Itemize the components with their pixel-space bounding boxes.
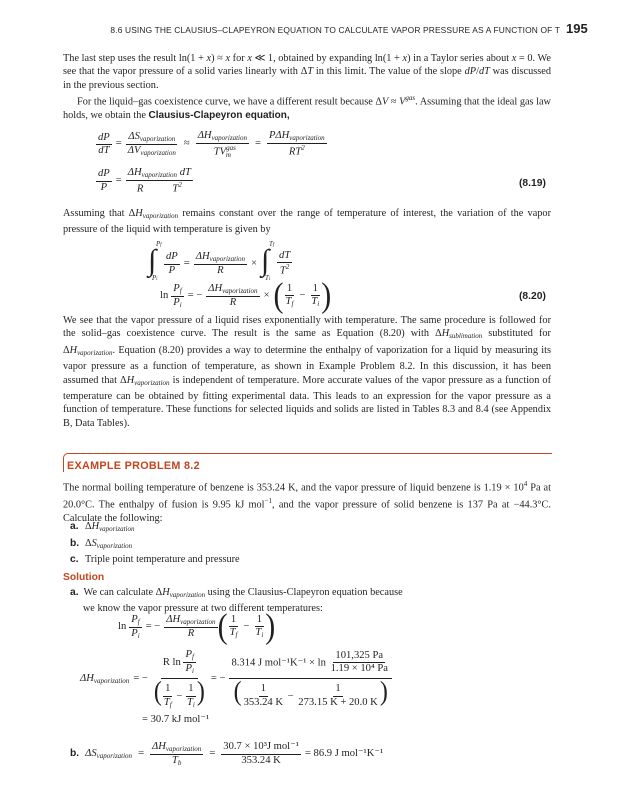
calc-t-low: 273.15 K + 20.0 K bbox=[298, 696, 378, 708]
solution-heading: Solution bbox=[63, 572, 105, 583]
solution-equation-1: ln $\frac{P_f}{P_i}$ = − $\frac{\Delta H_{vaporization}}{R}$ ( $\frac{1}{T_f}$ − $\frac{1}{T_i}$ ) bbox=[118, 607, 276, 646]
equation-8-19: $\frac{dP}{P}$ = $\frac{\Delta H_{vaporization} dT}{R T^2}$ bbox=[98, 167, 191, 195]
item-c-label: c. bbox=[70, 554, 79, 565]
equation-8-20: ln $\frac{P_f}{P_i}$ = − $\frac{\Delta H_{vaporization}}{R}$ × ( $\frac{1}{T_f}$ − $\frac{1}{T_i}$ ) bbox=[160, 276, 332, 315]
equation-number-8-19: (8.19) bbox=[519, 178, 546, 189]
integral-equation: ∫ Pf Pi $\frac{dP}{P}$ = $\frac{\Delta H_{vaporization}}{R}$ × ∫ Tf Ti $\frac{dT}{T^2}$ bbox=[148, 241, 291, 282]
paragraph-liquid-gas: For the liquid–gas coexistence curve, we have a different result because $\Delta V \approx V^{gas}$. Assuming that the ideal gas law holds, we obtain the Clausius-Clapeyron equation, bbox=[63, 94, 551, 122]
running-head: 8.6 USING THE CLAUSIUS–CLAPEYRON EQUATION TO CALCULATE VAPOR PRESSURE AS A FUNCTION OF T bbox=[110, 25, 560, 35]
calc-r-value: 8.314 J mol⁻¹K⁻¹ × ln bbox=[231, 657, 326, 669]
item-b-label: b. bbox=[70, 538, 80, 549]
solution-result-entropy: = 86.9 J mol⁻¹K⁻¹ bbox=[304, 748, 384, 760]
calc-dh-numerator: 30.7 × 10³J mol⁻¹ bbox=[221, 742, 301, 755]
paragraph-constant-enthalpy: Assuming that $\Delta H_{vaporization}$ remains constant over the range of temperature of interest, the variation of the vapor pressure of the liquid with temperature is given by bbox=[63, 208, 551, 236]
paragraph-taylor: The last step uses the result ln(1 + x) ≈ x for x ≪ 1, obtained by expanding ln(1 + x) in a Taylor series about x = 0. We see that the vapor pressure of a solid varies linearly with ΔT in this limit. The value of the slope dP/dT was discussed in the previous section. bbox=[63, 53, 551, 91]
example-item-c bbox=[70, 553, 240, 566]
equation-number-8-20: (8.20) bbox=[519, 291, 546, 302]
solution-a-text: a. We can calculate $\Delta H_{vaporization}$ using the Clausius-Clapeyron equation because we know the vapor pressure at two different temperatures: bbox=[70, 587, 403, 615]
clausius-clapeyron-line-1: $\frac{dP}{dT}$ = $\frac{\Delta S_{vaporization}}{\Delta V_{vaporization}}$ ≈ $\frac{\Delta H_{vaporization}}{TV^{gas}_m}$ = $\frac{P\Delta H_{vaporization}}{RT^2}$ bbox=[98, 130, 325, 159]
solution-equation-2: $\Delta H_{vaporization}$ = − R ln $\frac{P_f}{P_i}$ ( $\frac{1}{T_f}$ − $\frac{1}{T_i}$ ) = − 8.314 J mol⁻¹K⁻¹ × ln $\frac{101,325 Pa}{\text{1.19 × 10⁴ Pa}}$ ( $\frac{1}{353.24 K}$ − $\frac{1}{273.15 K + 20.0 K}$ ) bbox=[80, 650, 392, 709]
example-problem-text: The normal boiling temperature of benzene is 353.24 K, and the vapor pressure of liquid benzene is $1.19 \times 10^4$ Pa at 20.0°C. The enthalpy of fusion is 9.95 kJ mol$^{-1}$, and the vapor pressure of solid benzene is 137 Pa at −44.3°C. Calculate the following: bbox=[63, 480, 551, 524]
calc-ds-denominator: 353.24 K bbox=[241, 755, 281, 766]
example-item-b: b. $\Delta S_{vaporization}$ bbox=[70, 538, 133, 550]
calc-p-low: 1.19 × 10⁴ Pa bbox=[330, 663, 388, 675]
page-number: 195 bbox=[566, 21, 588, 36]
solution-result-enthalpy: = 30.7 kJ mol⁻¹ bbox=[142, 714, 210, 725]
paragraph-exponential: We see that the vapor pressure of a liquid rises exponentially with temperature. The same procedure is followed for the solid–gas coexistence curve. The result is the same as Equation (8.20) with $\Delta H_{sublimation}$ substituted for $\Delta H_{vaporization}$. Equation (8.20) provides a way to determine the enthalpy of vaporization for a liquid by measuring its vapor pressure as a function of temperature, as shown in Example Problem 8.2. In this discussion, it has been assumed that $\Delta H_{vaporization}$ is independent of temperature. More accurate values of the vapor pressure as a function of temperature can be obtained by fitting experimental data. This leads to an expression for the vapor pressure as a function of temperature. These functions for selected liquids and solids are listed in Tables 8.3 and 8.4 (see Appendix B, Data Tables). bbox=[63, 315, 552, 429]
solution-b-equation: b. $\Delta S_{vaporization}$ = $\frac{\Delta H_{vaporization}}{T_b}$ = $\frac{\text{30.7 × 10³J mol⁻¹}}{353.24 K}$ = 86.9 J mol⁻¹K⁻¹ bbox=[70, 741, 384, 767]
example-item-a: a. $\Delta H_{vaporization}$ bbox=[70, 521, 135, 533]
calc-t-boil: 353.24 K bbox=[243, 696, 283, 708]
intro-paragraphs bbox=[63, 52, 551, 122]
calc-p-high: 101,325 Pa bbox=[333, 651, 385, 664]
example-title: EXAMPLE PROBLEM 8.2 bbox=[67, 460, 200, 472]
item-c-text: Triple point temperature and pressure bbox=[85, 554, 240, 565]
item-a-label: a. bbox=[70, 521, 79, 532]
